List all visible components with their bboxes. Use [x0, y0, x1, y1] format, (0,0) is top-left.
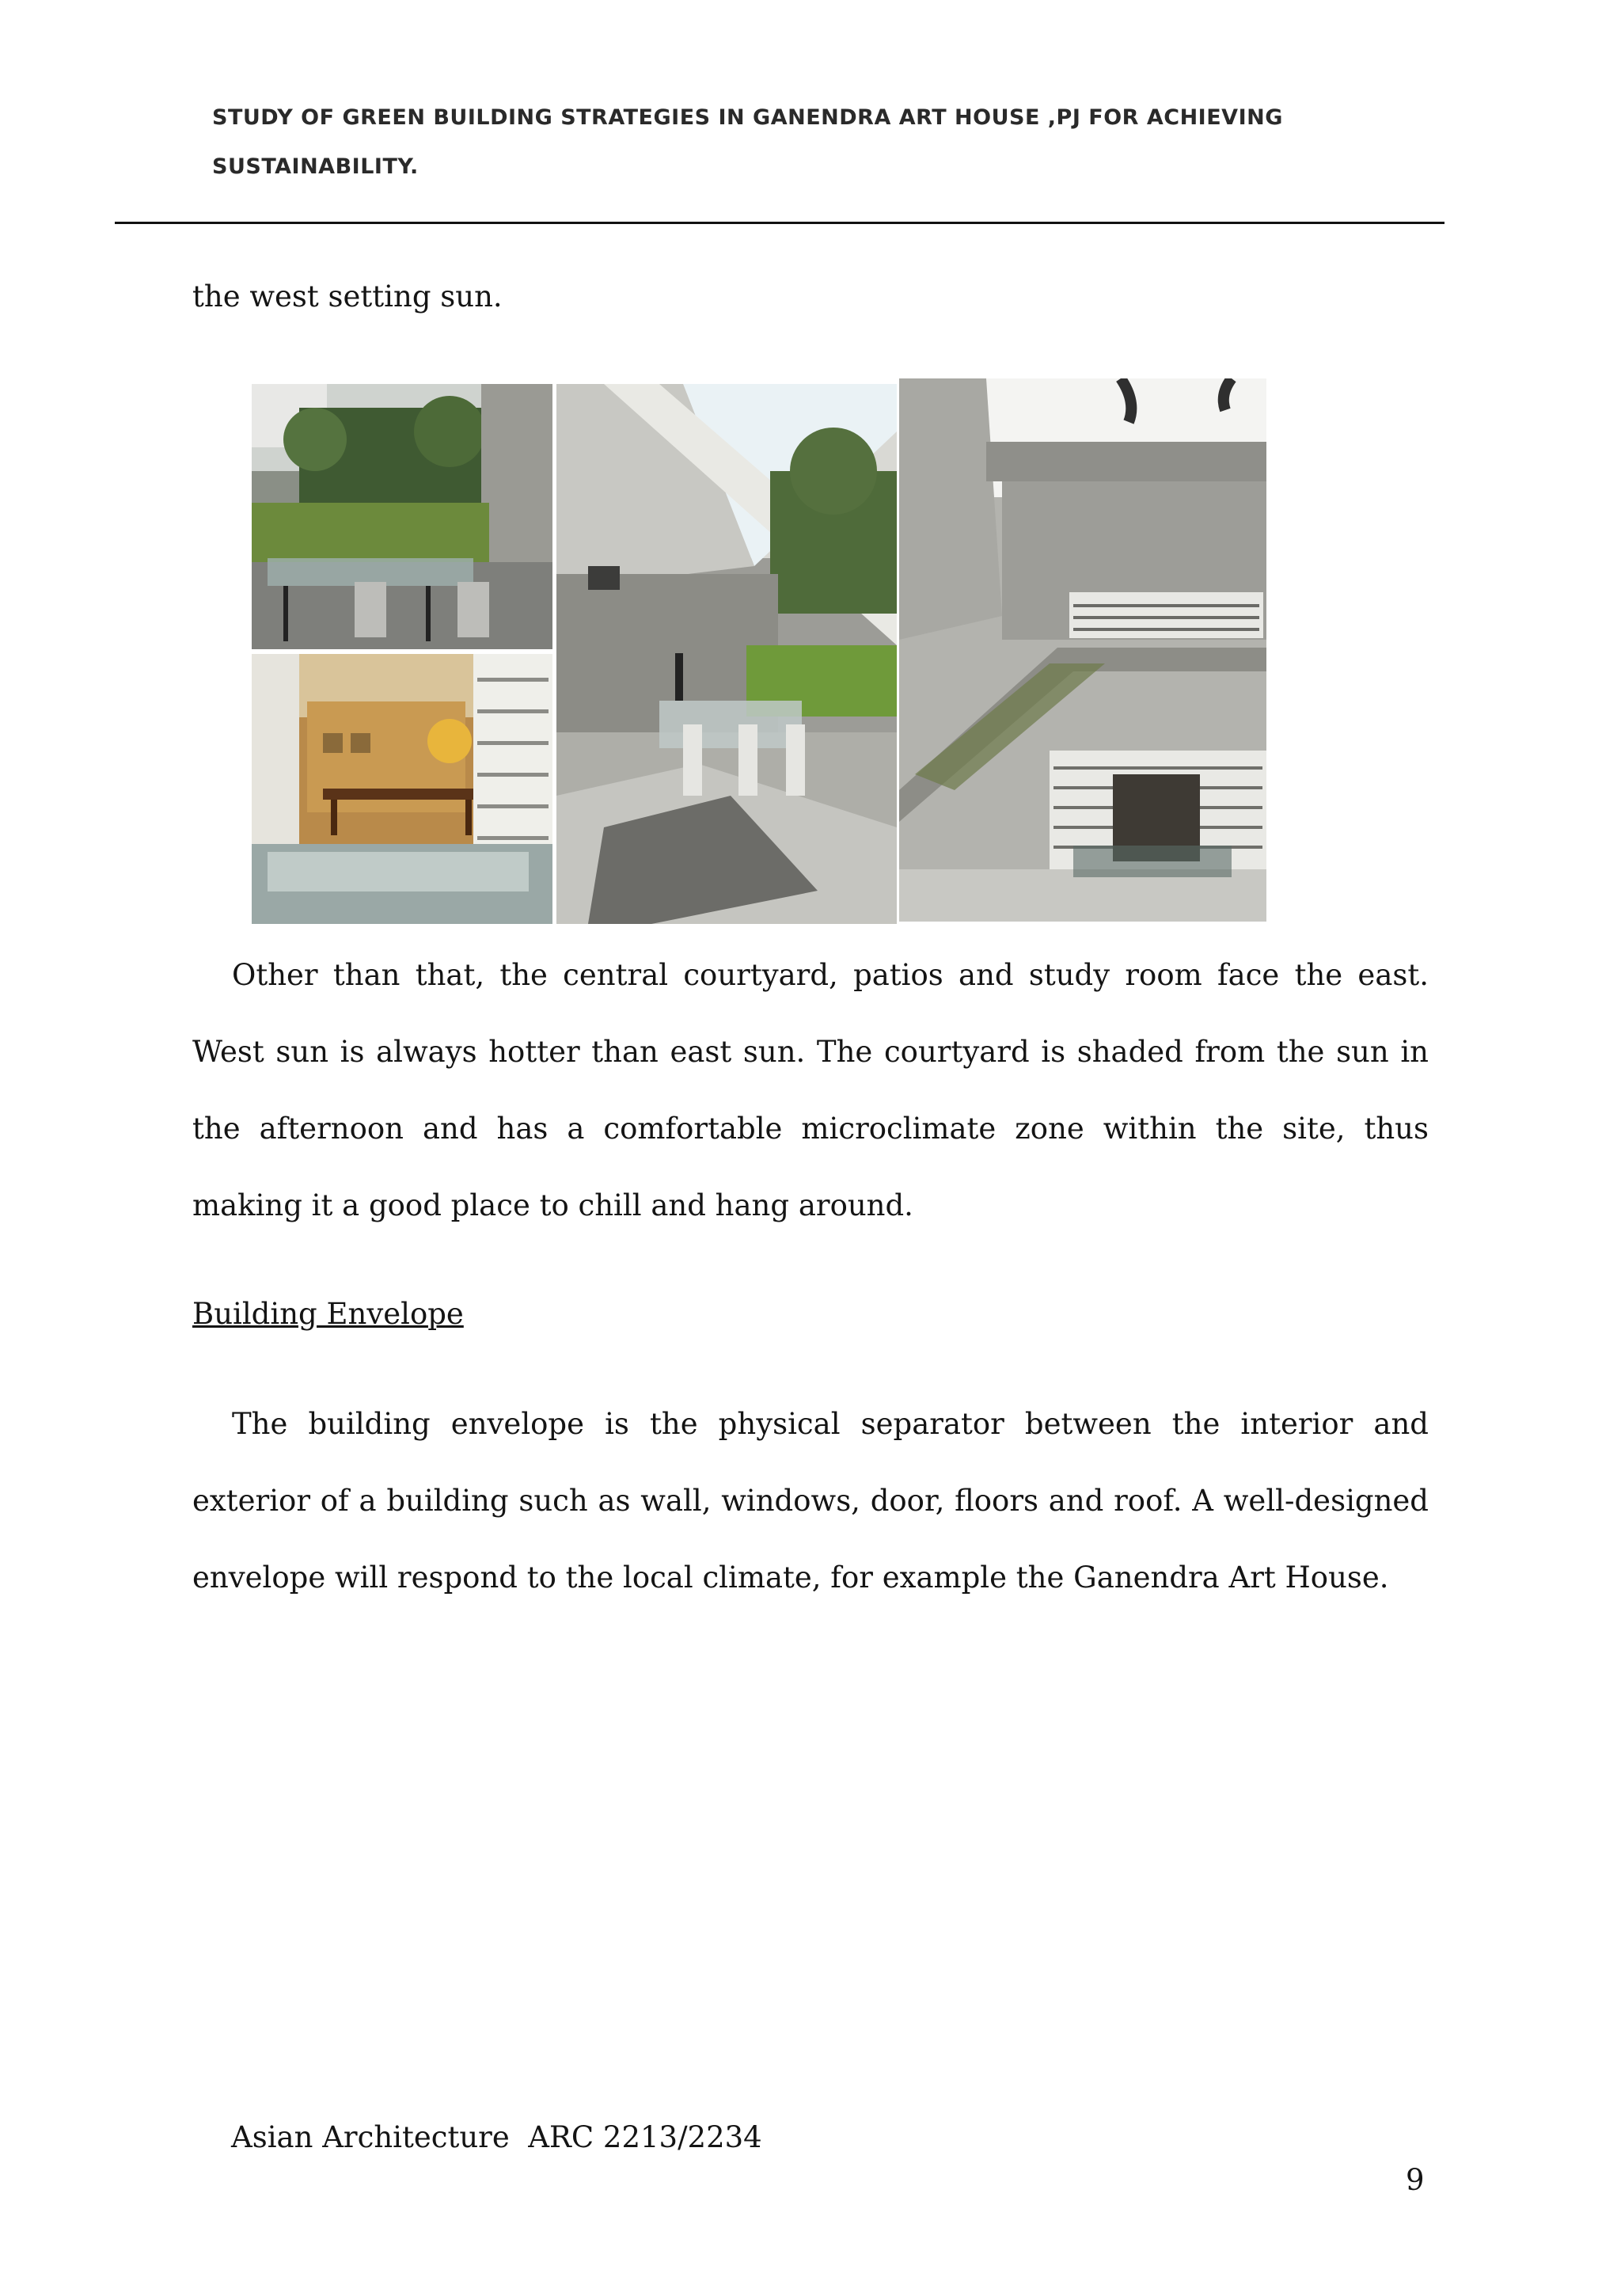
courtyard-paragraph: Other than that, the central courtyard, patios and study room face the east. West sun is always hotter than east sun. The courtyard is shaded from the sun in the afternoon and has a comfortable microclimate zone within the site, thus making it a good place to chill and hang around.: [192, 958, 1429, 1222]
gallery-interior-photo: [252, 654, 552, 924]
document-title: STUDY OF GREEN BUILDING STRATEGIES IN GANENDRA ART HOUSE ,PJ FOR ACHIEVING SUSTAINABILITY.: [212, 105, 1283, 179]
page-number: 9: [1406, 2163, 1425, 2197]
covered-patio-dining-photo: [556, 384, 897, 924]
section-heading-building-envelope: Building Envelope: [192, 1297, 464, 1331]
continuation-text: the west setting sun.: [192, 279, 503, 314]
header-divider: [115, 222, 1444, 224]
course-label: Asian Architecture ARC 2213/2234: [231, 2120, 762, 2154]
building-exterior-photo: [899, 378, 1266, 922]
garden-patio-photo: [252, 384, 552, 649]
envelope-paragraph: The building envelope is the physical separator between the interior and exterior of a building such as wall, windows, door, floors and roof. A well-designed envelope will respond to the local climate, for example the Ganendra Art House.: [192, 1407, 1429, 1595]
